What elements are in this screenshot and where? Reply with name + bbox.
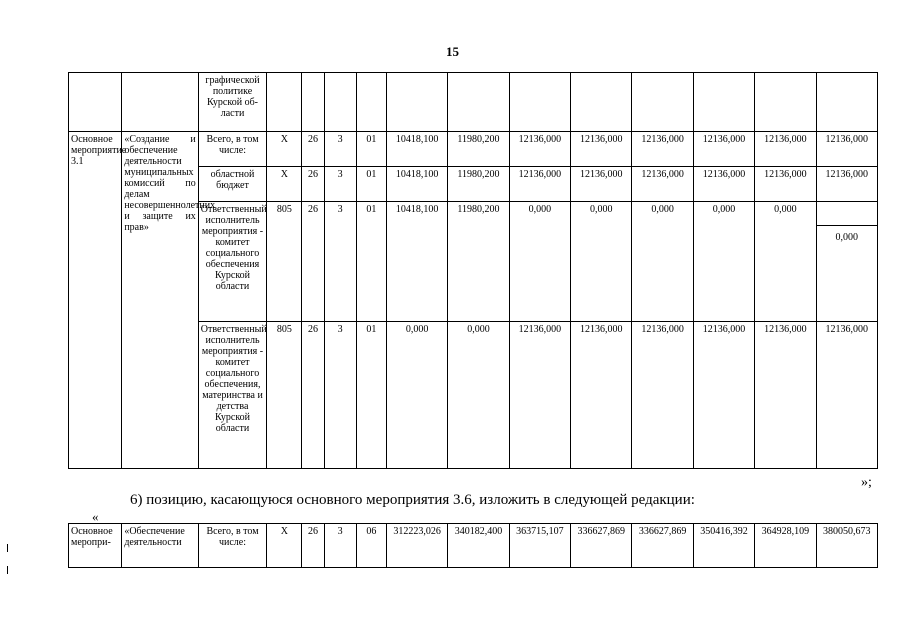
value-cell: 0,000 bbox=[386, 322, 447, 469]
value-cell: 0,000 bbox=[509, 202, 570, 322]
grbs-cell: X bbox=[267, 167, 302, 202]
rz-cell: 26 bbox=[302, 167, 324, 202]
value-cell: 0,000 bbox=[571, 202, 632, 322]
value-cell: 340182,400 bbox=[448, 524, 509, 568]
value-cell: 12136,000 bbox=[632, 167, 693, 202]
value-cell: 12136,000 bbox=[632, 132, 693, 167]
value-cell: 10418,100 bbox=[386, 167, 447, 202]
value-cell: 11980,200 bbox=[448, 202, 509, 322]
csr-cell: 01 bbox=[356, 322, 386, 469]
rz-cell: 26 bbox=[302, 132, 324, 167]
budget-table-bottom bbox=[68, 523, 878, 568]
grbs-cell: 805 bbox=[267, 202, 302, 322]
closing-quote: »; bbox=[861, 475, 872, 490]
value-cell: 336627,869 bbox=[632, 524, 693, 568]
value-cell: 12136,000 bbox=[693, 167, 754, 202]
value-cell: 312223,026 bbox=[386, 524, 447, 568]
value-cell: 12136,000 bbox=[509, 132, 570, 167]
csr-cell: 01 bbox=[356, 202, 386, 322]
table-row-continued bbox=[69, 73, 878, 132]
value-cell: 12136,000 bbox=[571, 167, 632, 202]
executor-cell: областной бюджет bbox=[198, 167, 266, 202]
value-cell: 0,000 bbox=[632, 202, 693, 322]
value-cell: 12136,000 bbox=[755, 322, 816, 469]
value-cell: 12136,000 bbox=[632, 322, 693, 469]
csr-cell: 06 bbox=[356, 524, 386, 568]
value-cell: 11980,200 bbox=[448, 132, 509, 167]
value-cell: 0,000 bbox=[755, 202, 816, 322]
value-cell: 10418,100 bbox=[386, 202, 447, 322]
value-cell: 12136,000 bbox=[816, 132, 877, 167]
executor-cell: графической политике Курской об-ласти bbox=[198, 73, 266, 132]
page-number: 15 bbox=[446, 44, 459, 59]
pr-cell: 3 bbox=[324, 524, 356, 568]
executor-cell: Ответственный исполнитель мероприятия - комитет социального обеспечения Курской области bbox=[198, 202, 266, 322]
value-cell: 12136,000 bbox=[693, 132, 754, 167]
measure-name-cell: «Обеспечение деятельности bbox=[122, 524, 198, 568]
grbs-cell: X bbox=[267, 524, 302, 568]
value-cell: 11980,200 bbox=[448, 167, 509, 202]
value-cell: 12136,000 bbox=[509, 322, 570, 469]
table-row bbox=[69, 524, 878, 568]
value-cell: 0,000 bbox=[835, 232, 859, 243]
value-cell: 12136,000 bbox=[509, 167, 570, 202]
csr-cell: 01 bbox=[356, 132, 386, 167]
value-cell: 12136,000 bbox=[571, 132, 632, 167]
measure-name-cell: «Создание и обеспечение деятельности муниципальных комиссий по делам несовершеннолетних и защите их прав» bbox=[122, 132, 198, 469]
executor-cell: Ответственный исполнитель мероприятия - комитет социального обеспечения, материнства и детства Курской области bbox=[198, 322, 266, 469]
margin-mark bbox=[7, 544, 8, 552]
value-cell: 12136,000 bbox=[693, 322, 754, 469]
pr-cell: 3 bbox=[324, 167, 356, 202]
csr-cell: 01 bbox=[356, 167, 386, 202]
grbs-cell: X bbox=[267, 132, 302, 167]
rz-cell: 26 bbox=[302, 524, 324, 568]
value-cell: 0,000 bbox=[693, 202, 754, 322]
value-cell: 363715,107 bbox=[509, 524, 570, 568]
value-cell: 12136,000 bbox=[755, 132, 816, 167]
table-row bbox=[69, 132, 878, 167]
value-cell: 380050,673 bbox=[816, 524, 877, 568]
value-cell: 350416,392 bbox=[693, 524, 754, 568]
pr-cell: 3 bbox=[324, 132, 356, 167]
value-cell-split bbox=[816, 202, 877, 322]
grbs-cell: 805 bbox=[267, 322, 302, 469]
instruction-text: 6) позицию, касающуюся основного мероприятия 3.6, изложить в следующей редакции: bbox=[130, 492, 695, 508]
value-cell: 10418,100 bbox=[386, 132, 447, 167]
budget-table-top bbox=[68, 72, 878, 469]
rz-cell: 26 bbox=[302, 202, 324, 322]
rz-cell: 26 bbox=[302, 322, 324, 469]
pr-cell: 3 bbox=[324, 202, 356, 322]
value-cell: 12136,000 bbox=[816, 322, 877, 469]
executor-cell: Всего, в том числе: bbox=[198, 132, 266, 167]
value-cell: 12136,000 bbox=[571, 322, 632, 469]
value-cell: 12136,000 bbox=[755, 167, 816, 202]
opening-quote: « bbox=[92, 509, 99, 524]
margin-mark bbox=[7, 566, 8, 574]
value-cell: 12136,000 bbox=[816, 167, 877, 202]
measure-code-cell: Основное меропри- bbox=[69, 524, 122, 568]
pr-cell: 3 bbox=[324, 322, 356, 469]
value-cell: 0,000 bbox=[448, 322, 509, 469]
measure-code-cell: Основное мероприятие 3.1 bbox=[69, 132, 122, 469]
value-cell: 364928,109 bbox=[755, 524, 816, 568]
value-cell: 336627,869 bbox=[571, 524, 632, 568]
executor-cell: Всего, в том числе: bbox=[198, 524, 266, 568]
